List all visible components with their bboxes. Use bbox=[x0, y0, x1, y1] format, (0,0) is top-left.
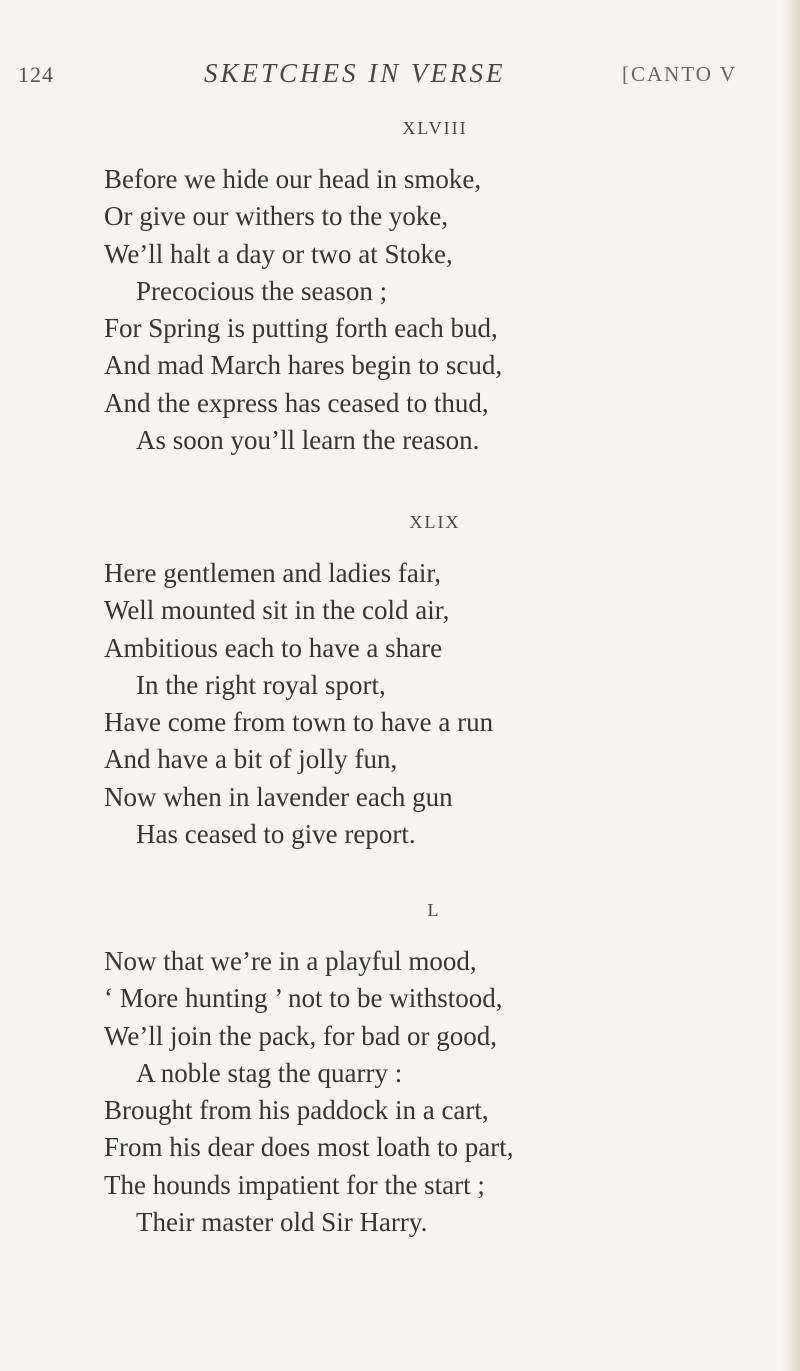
verse-line: For Spring is putting forth each bud, bbox=[104, 313, 498, 344]
verse-line: Now that we’re in a playful mood, bbox=[104, 946, 477, 976]
stanza-xlviii bbox=[104, 118, 764, 459]
verse-line: And have a bit of jolly fun, bbox=[104, 744, 398, 775]
verse-line: Brought from his paddock in a cart, bbox=[104, 1095, 489, 1126]
verse-line: The hounds impatient for the start ; bbox=[104, 1169, 485, 1200]
verse-line: Or give our withers to the yoke, bbox=[104, 201, 449, 232]
stanza-number: XLIX bbox=[409, 512, 461, 532]
verse-line: Has ceased to give report. bbox=[136, 819, 416, 850]
stanza-number: XLVIII bbox=[402, 118, 468, 138]
verse-line: Precocious the season ; bbox=[136, 275, 388, 306]
verse-line: Before we hide our head in smoke, bbox=[104, 164, 482, 194]
verse-line: And the express has ceased to thud, bbox=[104, 387, 489, 418]
verse-line: We’ll join the pack, for bad or good, bbox=[104, 1020, 497, 1051]
verse-line: Have come from town to have a run bbox=[104, 707, 494, 738]
verse-line: Their master old Sir Harry. bbox=[136, 1207, 428, 1238]
verse-line: In the right royal sport, bbox=[136, 669, 386, 700]
verse-line: ‘ More hunting ’ not to be withstood, bbox=[104, 983, 503, 1014]
verse-line: Now when in lavender each gun bbox=[104, 781, 453, 812]
verse-line: We’ll halt a day or two at Stoke, bbox=[104, 238, 453, 269]
stanza-xlix bbox=[104, 512, 764, 853]
stanza-number: L bbox=[427, 900, 441, 920]
verse-line: Here gentlemen and ladies fair, bbox=[104, 558, 442, 588]
verse-line: Well mounted sit in the cold air, bbox=[104, 595, 450, 626]
verse-line: And mad March hares begin to scud, bbox=[104, 350, 503, 381]
canto-label: [CANTO V bbox=[622, 62, 737, 86]
verse-line: As soon you’ll learn the reason. bbox=[136, 425, 480, 456]
running-title: SKETCHES IN VERSE bbox=[204, 58, 506, 88]
verse-line: A noble stag the quarry : bbox=[136, 1057, 403, 1088]
page-edge-shadow bbox=[782, 0, 800, 1371]
page-header bbox=[18, 52, 800, 92]
stanza-l bbox=[104, 900, 764, 1241]
page-number: 124 bbox=[18, 62, 54, 87]
verse-line: Ambitious each to have a share bbox=[104, 632, 443, 663]
verse-line: From his dear does most loath to part, bbox=[104, 1132, 514, 1163]
